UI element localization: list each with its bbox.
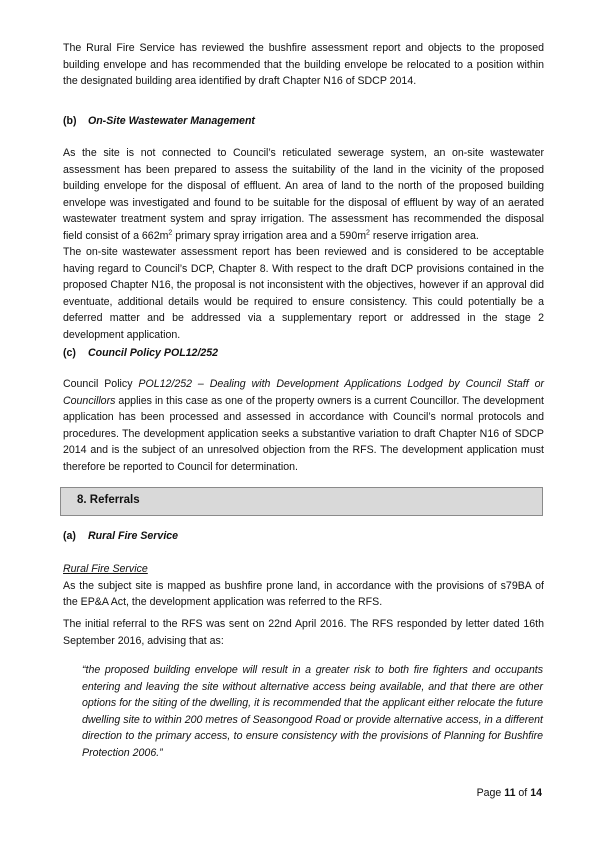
heading-rural-fire-service xyxy=(63,530,178,542)
heading-title: Rural Fire Service xyxy=(87,530,179,542)
text-part: applies in this case as one of the property owners is a current Councillor. The development application has been processed and assessed in accordance with Council’s normal protocols and procedures. The development application seeks a substantive variation to draft Chapter N16 of SDCP 2014 and is the subject of an unresolved objection from the RFS. The development application must therefore be reported to Council for determination. xyxy=(63,394,544,473)
heading-council-policy xyxy=(63,347,218,359)
text-part: As the subject site is mapped as bushfire prone land, in accordance with the provisions of s79BA of the EP&A Act, the development application was referred to the RFS. xyxy=(63,579,544,608)
text-part: As the site is not connected to Council’s reticulated sewerage system, an on-site wastewater assessment has been prepared to assess the suitability of the land in the vicinity of the proposed building envelope for the disposal of effluent. An area of land to the north of the proposed building envelope was investigated and found to be suitable for the disposal of effluent by way of an aerated wastewater treatment system and spray irrigation. The assessment has recommended the disposal field consist of a 662m xyxy=(63,147,544,242)
paragraph-wastewater-assessment xyxy=(63,145,544,244)
superscript: 2 xyxy=(366,228,370,236)
paragraph-rfs-referral xyxy=(63,561,544,611)
paragraph-initial-referral: The initial referral to the RFS was sent on 22nd April 2016. The RFS responded by letter dated 16th September 2016, advising that as: xyxy=(63,618,544,647)
subheading-underlined: Rural Fire Service xyxy=(63,563,148,575)
heading-onsite-wastewater xyxy=(63,115,255,127)
paragraph-wastewater-review: The on-site wastewater assessment report has been reviewed and is considered to be acceptable having regard to Council’s DCP, Chapter 8. With respect to the draft DCP provisions contained in the proposed Chapter N16, the proposal is not inconsistent with the objectives, however if an approval did eventuate, additional details would be required to ensure consistency. This could potentially be a deferred matter and be addressed via a supplementary report or addressed in the stage 2 development application. xyxy=(63,246,544,341)
heading-label: (a) xyxy=(63,530,76,542)
policy-name: POL12/252 – Dealing with Development Applications Lodged by Council Staff or Councillors xyxy=(63,378,544,407)
heading-label: (c) xyxy=(63,347,76,359)
heading-title: Council Policy POL12/252 xyxy=(87,347,219,359)
text-part: reserve irrigation area. xyxy=(369,229,479,242)
paragraph-rfs-review: The Rural Fire Service has reviewed the bushfire assessment report and objects to the proposed building envelope and has recommended that the building envelope be relocated to a position within the designated building area identified by draft Chapter N16 of SDCP 2014. xyxy=(63,42,544,87)
heading-title: On-Site Wastewater Management xyxy=(87,115,255,127)
paragraph-council-policy xyxy=(63,376,544,475)
total-pages: 14 xyxy=(530,787,542,799)
superscript: 2 xyxy=(168,228,173,236)
heading-label: (b) xyxy=(63,115,77,127)
text-part: primary spray irrigation area and a 590m xyxy=(172,229,367,242)
page-number xyxy=(477,787,542,799)
text-part: Council Policy xyxy=(63,378,139,390)
quote-rfs-advice: “the proposed building envelope will result in a greater risk to both fire fighters and occupants entering and leaving the site without alternative access being available, and that there are other options for the siting of the dwelling, it is recommended that the applicant either relocate the future dwelling site to within 200 metres of Seasongood Road or provide alternative access, in a different direction to the primary access, to ensure consistency with the provisions of Planning for Bushfire Protection 2006.” xyxy=(82,664,543,759)
section-title: 8. Referrals xyxy=(77,494,140,506)
footer-text: Page xyxy=(476,787,505,799)
footer-text: of xyxy=(515,787,531,799)
section-header-referrals xyxy=(60,487,543,516)
current-page: 11 xyxy=(504,787,516,799)
